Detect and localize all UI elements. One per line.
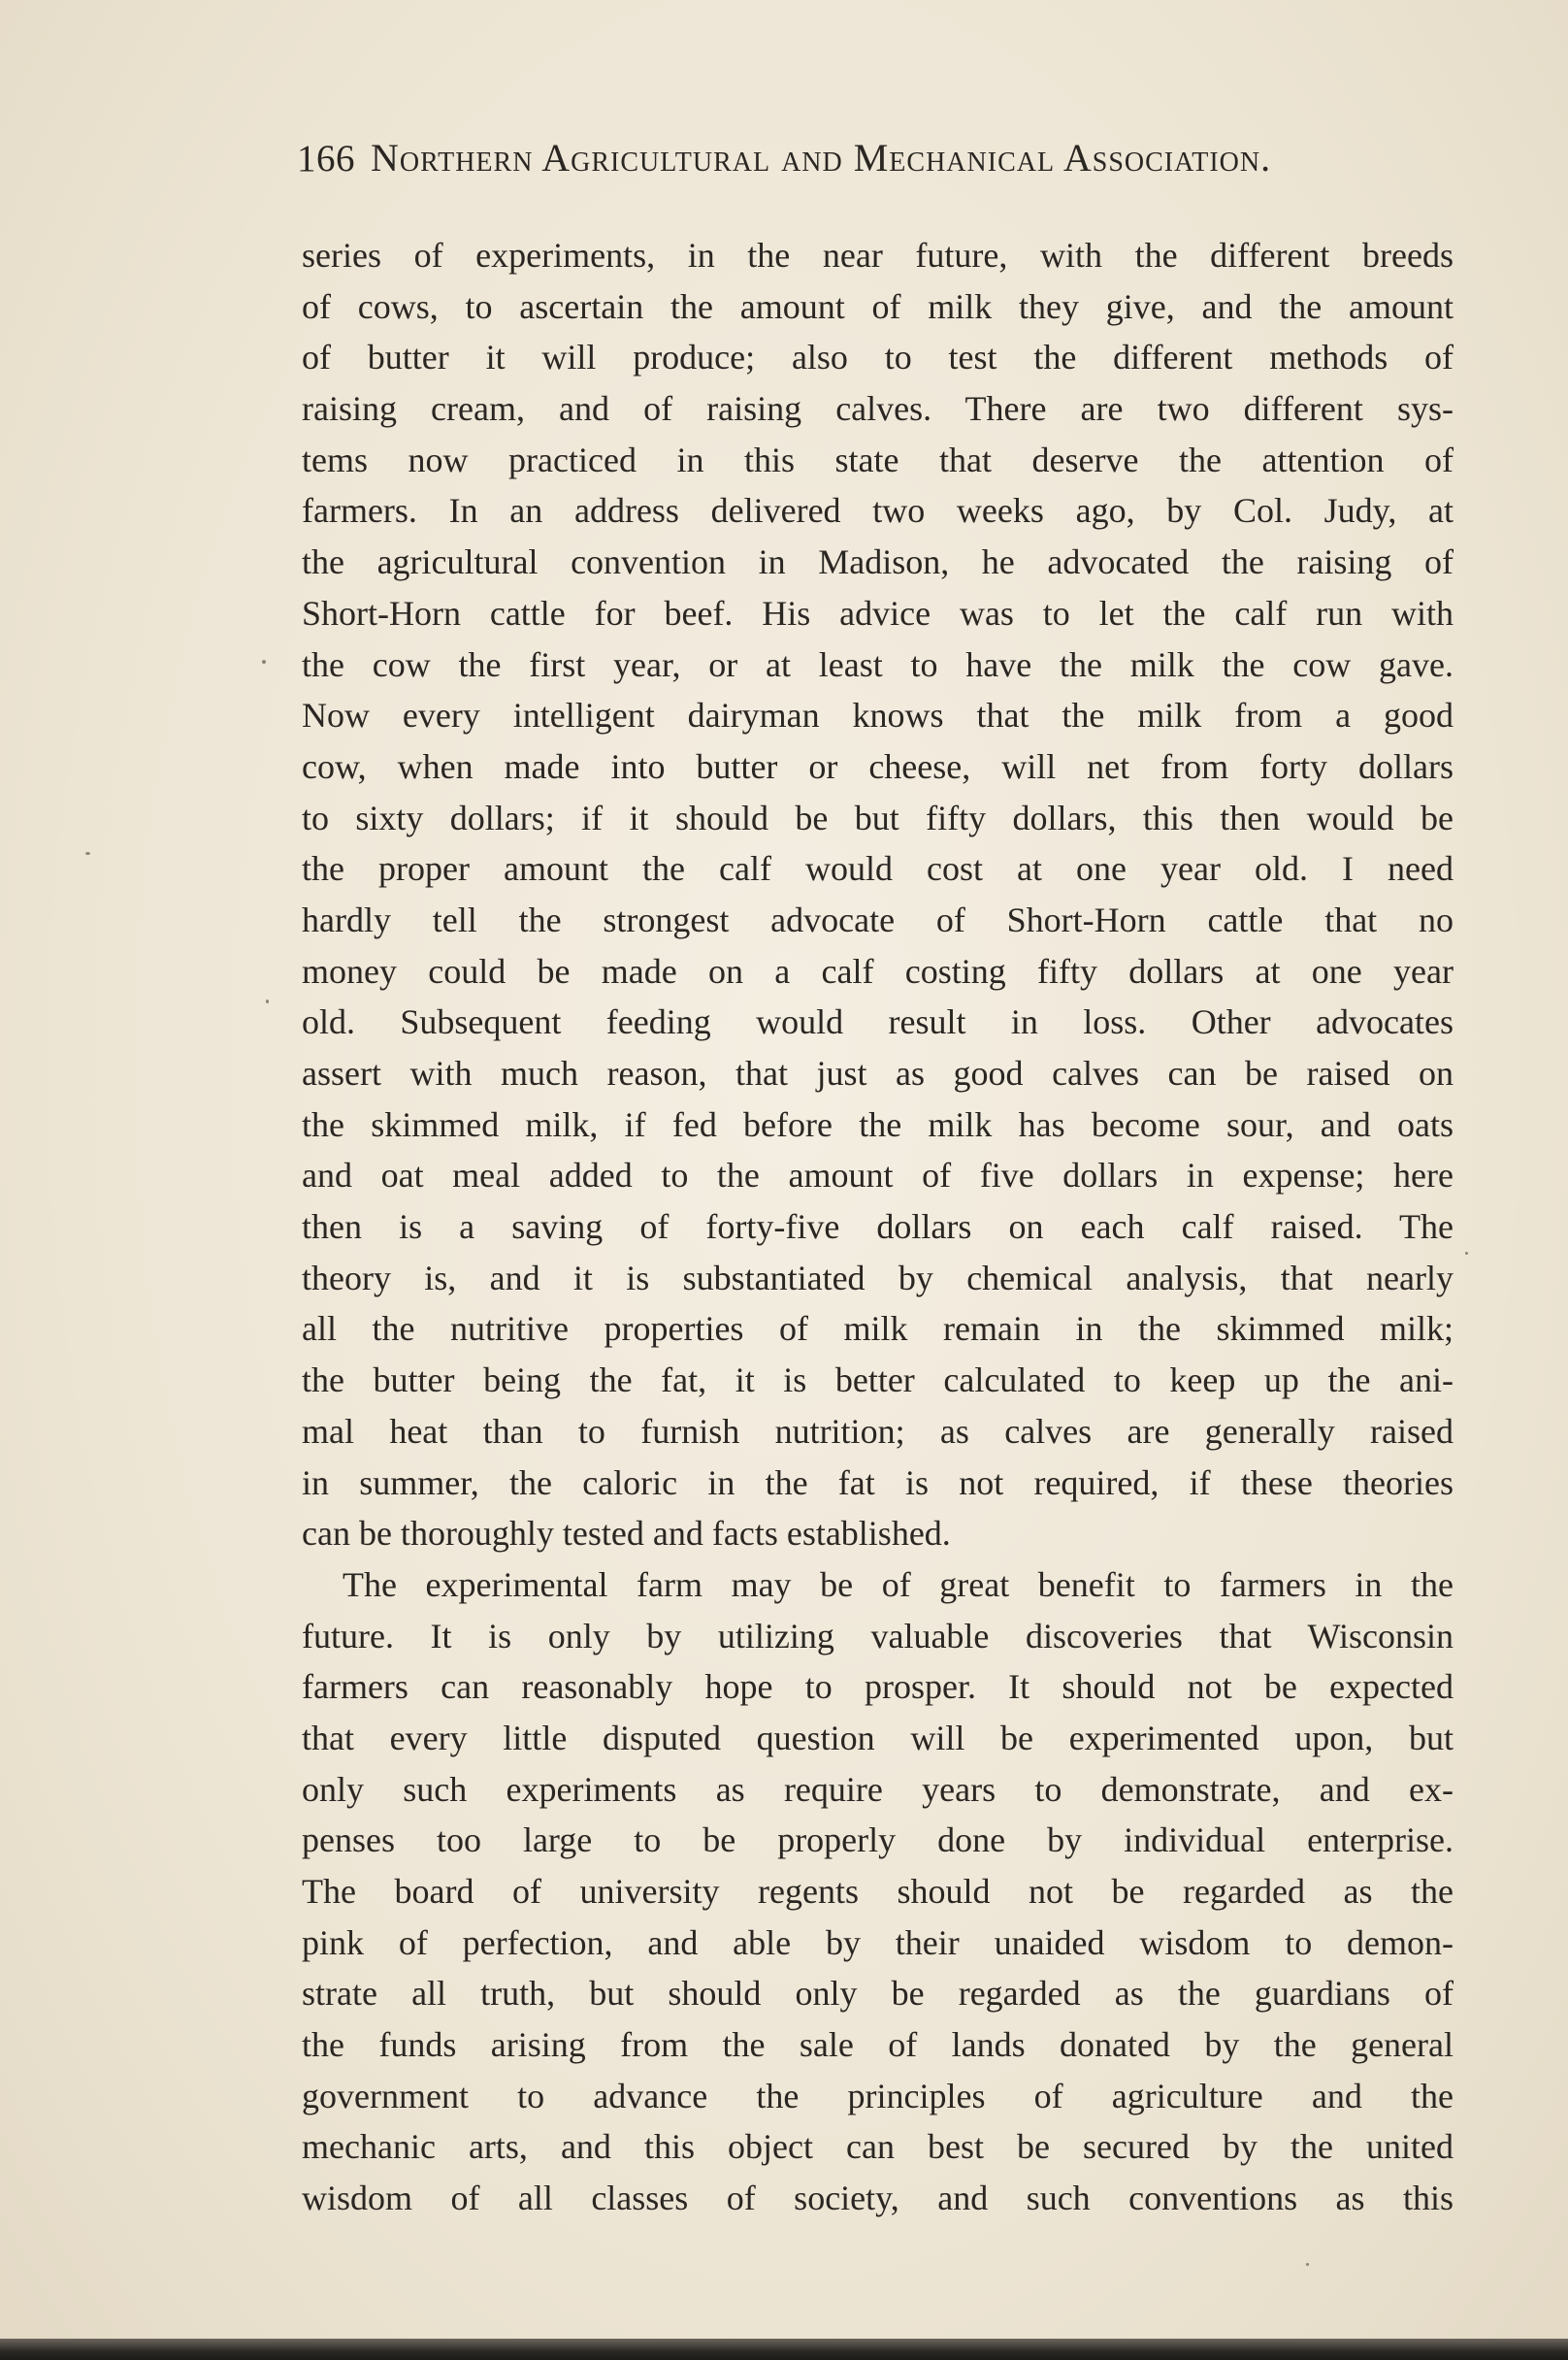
text-line: farmers. In an address delivered two weeks ago, by Col. Judy, at — [302, 491, 1454, 531]
text-line: then is a saving of forty-five dollars on each calf raised. The — [302, 1207, 1454, 1247]
text-line: assert with much reason, that just as good calves can be raised on — [302, 1054, 1454, 1093]
text-line: all the nutritive properties of milk remain in the skimmed milk; — [302, 1309, 1454, 1349]
text-line: pink of perfection, and able by their unaided wisdom to demon- — [302, 1922, 1454, 1962]
text-line: of butter it will produce; also to test the different methods of — [302, 338, 1454, 377]
text-line: The experimental farm may be of great benefit to farmers in the — [343, 1564, 1454, 1604]
text-line: old. Subsequent feeding would result in loss. Other advocates — [302, 1002, 1454, 1042]
page-number: 166 — [297, 138, 355, 180]
scan-speck — [85, 852, 90, 855]
text-line: penses too large to be properly done by individual enterprise. — [302, 1820, 1454, 1860]
page-header — [297, 133, 1461, 183]
text-line: tems now practiced in this state that deserve the attention of — [302, 440, 1454, 479]
text-line: the butter being the fat, it is better calculated to keep up the ani- — [302, 1360, 1454, 1400]
scan-speck — [1465, 1252, 1468, 1255]
text-line: the proper amount the calf would cost at one year old. I need — [302, 849, 1454, 889]
scan-speck — [266, 1000, 269, 1003]
text-line: money could be made on a calf costing fifty dollars at one year — [302, 951, 1454, 991]
text-line: mal heat than to furnish nutrition; as calves are generally raised — [302, 1411, 1454, 1451]
text-line: the cow the first year, or at least to have the milk the cow gave. — [302, 644, 1454, 684]
text-line: farmers can reasonably hope to prosper. It should not be expected — [302, 1667, 1454, 1707]
text-line: future. It is only by utilizing valuable discoveries that Wisconsin — [302, 1616, 1454, 1655]
text-line: Now every intelligent dairyman knows that the milk from a good — [302, 696, 1454, 736]
scan-speck — [1306, 2263, 1309, 2266]
text-line: the funds arising from the sale of lands donated by the general — [302, 2025, 1454, 2065]
text-line: in summer, the caloric in the fat is not required, if these theories — [302, 1462, 1454, 1502]
text-line: to sixty dollars; if it should be but fifty dollars, this then would be — [302, 798, 1454, 837]
text-line: the agricultural convention in Madison, he advocated the raising of — [302, 542, 1454, 582]
text-line: series of experiments, in the near future, with the different breeds — [302, 236, 1454, 275]
page-bottom-edge — [0, 2339, 1568, 2360]
scan-speck — [262, 660, 266, 664]
text-line: can be thoroughly tested and facts established. — [302, 1514, 951, 1554]
text-line: wisdom of all classes of society, and such conventions as this — [302, 2179, 1454, 2218]
text-line: strate all truth, but should only be regarded as the guardians of — [302, 1974, 1454, 2014]
paragraph-1 — [302, 230, 1454, 1559]
text-line: Short-Horn cattle for beef. His advice was to let the calf run with — [302, 593, 1454, 633]
running-title: Northern Agricultural and Mechanical Association. — [371, 136, 1272, 180]
text-line: of cows, to ascertain the amount of milk they give, and the amount — [302, 286, 1454, 326]
text-line: hardly tell the strongest advocate of Short-Horn cattle that no — [302, 900, 1454, 939]
text-line: theory is, and it is substantiated by chemical analysis, that nearly — [302, 1258, 1454, 1297]
text-line: cow, when made into butter or cheese, will net from forty dollars — [302, 746, 1454, 786]
text-line: the skimmed milk, if fed before the milk has become sour, and oats — [302, 1104, 1454, 1144]
body-text — [302, 230, 1454, 2224]
paragraph-2 — [302, 1559, 1454, 2224]
text-line: that every little disputed question will be experimented upon, but — [302, 1718, 1454, 1757]
text-line: The board of university regents should not be regarded as the — [302, 1872, 1454, 1911]
text-line: mechanic arts, and this object can best be secured by the united — [302, 2127, 1454, 2167]
text-line: raising cream, and of raising calves. There are two different sys- — [302, 389, 1454, 429]
text-line: government to advance the principles of agriculture and the — [302, 2076, 1454, 2115]
text-line: and oat meal added to the amount of five dollars in expense; here — [302, 1156, 1454, 1196]
text-line: only such experiments as require years to demonstrate, and ex- — [302, 1769, 1454, 1809]
